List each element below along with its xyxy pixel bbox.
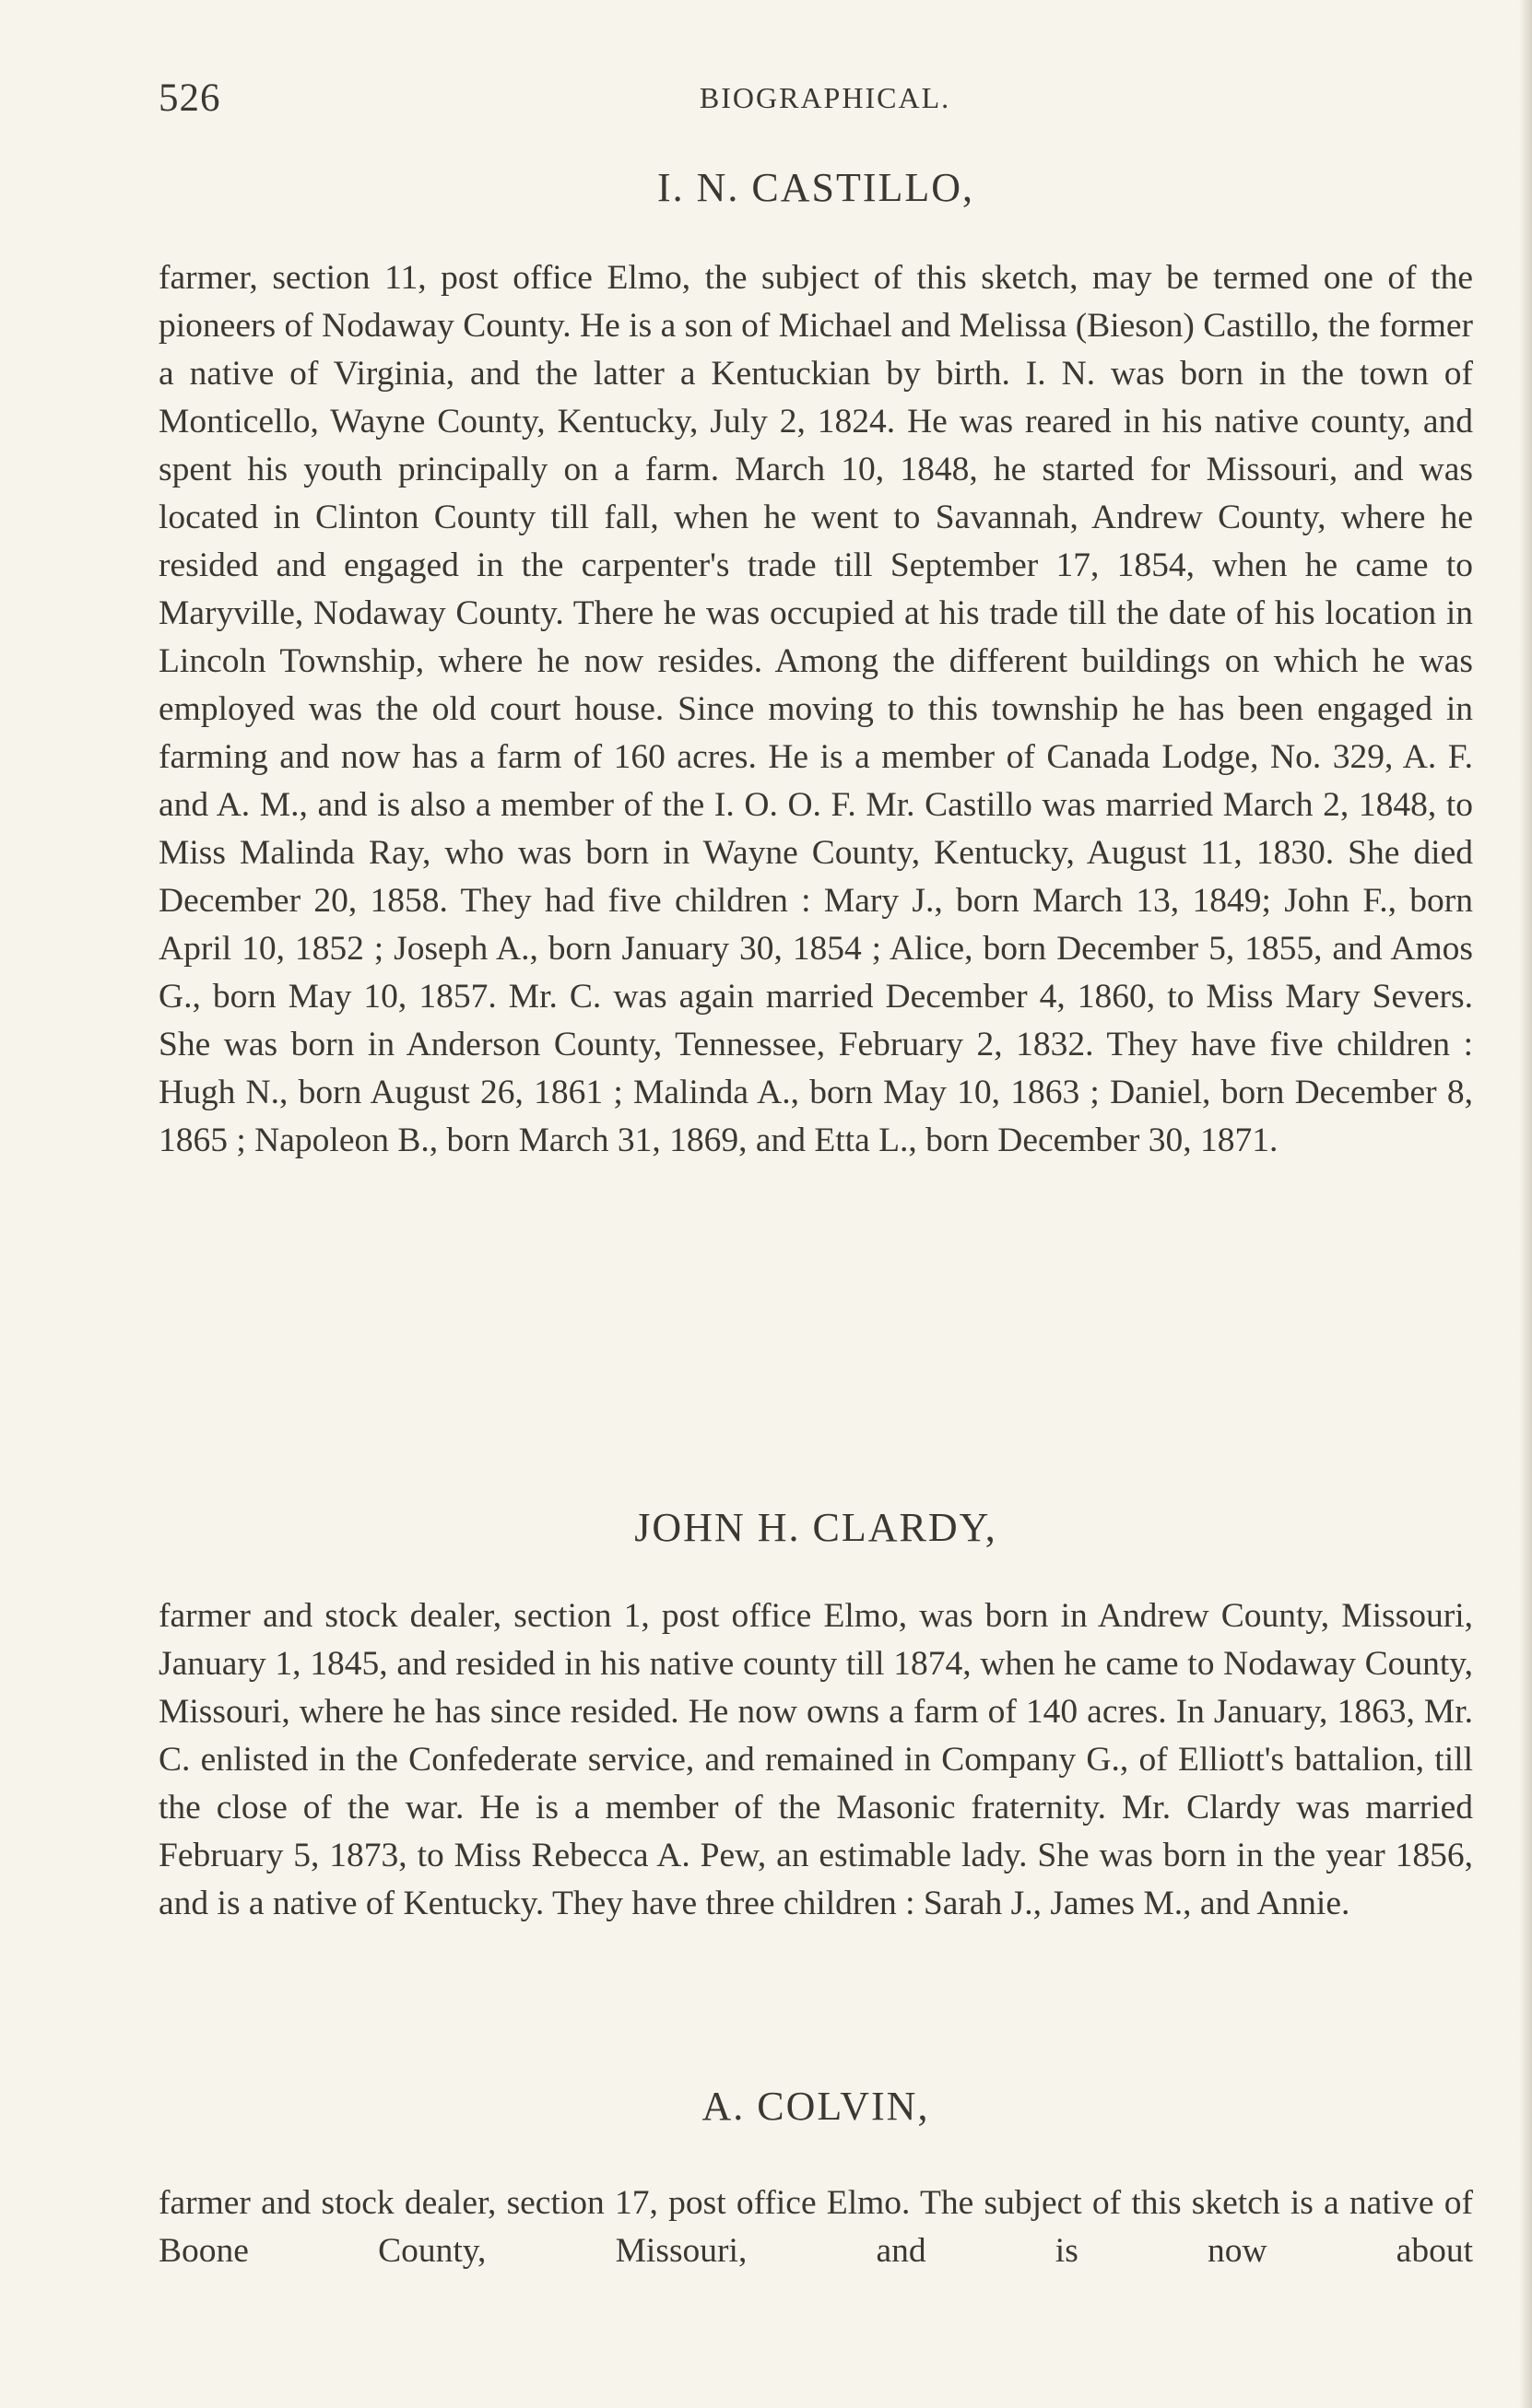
entry-body-clardy: farmer and stock dealer, section 1, post office Elmo, was born in Andrew County, Missouri, January 1, 1845, and resided in his native county till 1874, when he came to Nodaway County, Missouri, where he has since resided. He now owns a farm of 140 acres. In January, 1863, Mr. C. enlisted in the Confederate service, and remained in Company G., of Elliott's battalion, till the close of the war. He is a member of the Masonic fraternity. Mr. Clardy was married February 5, 1873, to Miss Rebecca A. Pew, an estimable lady. She was born in the year 1856, and is a native of Kentucky. They have three children : Sarah J., James M., and Annie.: [159, 1597, 1473, 1922]
running-head: BIOGRAPHICAL.: [699, 81, 951, 114]
entry-body-castillo: farmer, section 11, post office Elmo, the subject of this sketch, may be termed one of the pioneers of Nodaway County. He is a son of Michael and Melissa (Bieson) Castillo, the former a native of Virginia, and the latter a Kentuckian by birth. I. N. was born in the town of Monticello, Wayne County, Kentucky, July 2, 1824. He was reared in his native county, and spent his youth principally on a farm. March 10, 1848, he started for Missouri, and was located in Clinton County till fall, when he went to Savannah, Andrew County, where he resided and engaged in the carpenter's trade till September 17, 1854, when he came to Maryville, Nodaway County. There he was occupied at his trade till the date of his location in Lincoln Township, where he now resides. Among the different buildings on which he was employed was the old court house. Since moving to this township he has been engaged in farming and now has a farm of 160 acres. He is a member of Canada Lodge, No. 329, A. F. and A. M., and is also a member of the I. O. O. F. Mr. Castillo was married March 2, 1848, to Miss Malinda Ray, who was born in Wayne County, Kentucky, August 11, 1830. She died December 20, 1858. They had five children : Mary J., born March 13, 1849; John F., born April 10, 1852 ; Joseph A., born January 30, 1854 ; Alice, born December 5, 1855, and Amos G., born May 10, 1857. Mr. C. was again married December 4, 1860, to Miss Mary Severs. She was born in Anderson County, Tennessee, February 2, 1832. They have five children : Hugh N., born August 26, 1861 ; Malinda A., born May 10, 1863 ; Daniel, born December 8, 1865 ; Napoleon B., born March 31, 1869, and Etta L., born December 30, 1871.: [159, 259, 1473, 1159]
page-header: [159, 76, 1473, 131]
entry-title-castillo: I. N. CASTILLO,: [656, 165, 975, 210]
entry-title-clardy: JOHN H. CLARDY,: [634, 1505, 997, 1550]
entry-body-colvin: farmer and stock dealer, section 17, post office Elmo. The subject of this sketch is a native of Boone County, Missouri, and is now about: [159, 2184, 1473, 2270]
entry-title-colvin: A. COLVIN,: [701, 2084, 930, 2129]
page-edge-shadow: [1519, 0, 1532, 2408]
page-number: 526: [159, 76, 221, 120]
